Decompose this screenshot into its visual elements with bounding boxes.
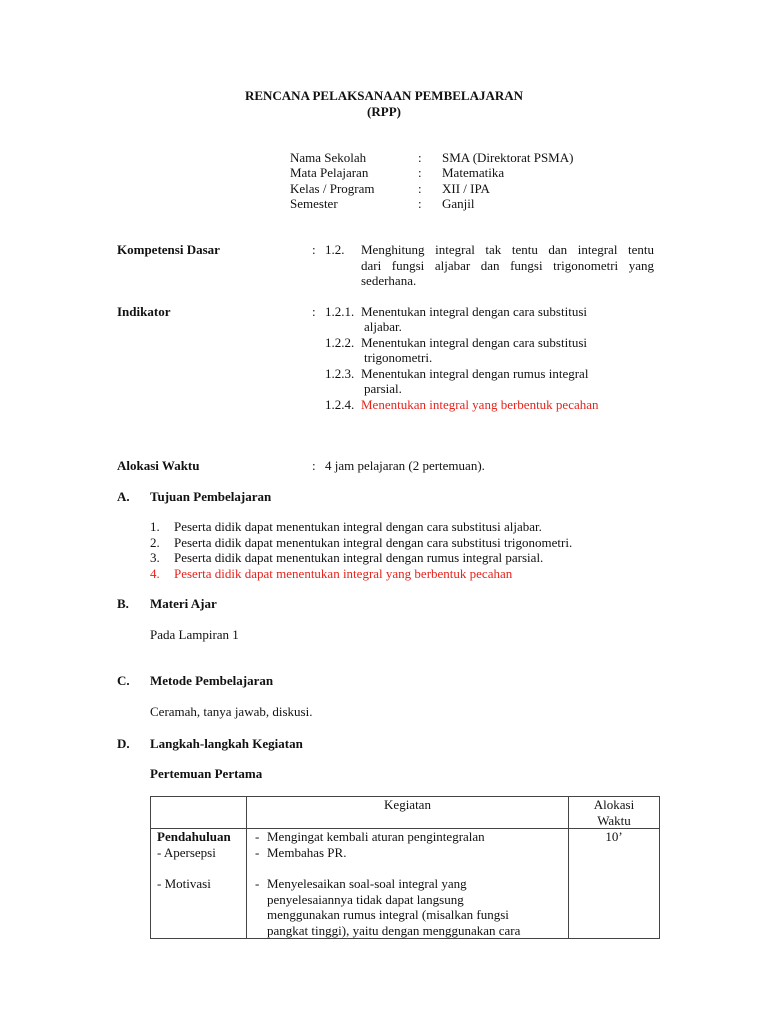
materi-text: Pada Lampiran 1 — [150, 627, 239, 642]
indikator-number: 1.2.1. — [325, 304, 355, 319]
tujuan-text: Peserta didik dapat menentukan integral dengan rumus integral parsial. — [174, 550, 544, 565]
indikator-number: 1.2.2. — [325, 335, 355, 350]
indikator-text-cont: aljabar. — [364, 319, 402, 334]
identity-separator: : — [418, 165, 422, 180]
metode-text: Ceramah, tanya jawab, diskusi. — [150, 704, 313, 719]
alokasi-header: Alokasi — [593, 797, 635, 812]
tujuan-number: 2. — [150, 535, 160, 550]
tujuan-text-highlight: Peserta didik dapat menentukan integral yang berbentuk pecahan — [174, 566, 513, 581]
phase-label: Pendahuluan — [157, 829, 231, 844]
time-value: 10’ — [605, 829, 623, 844]
tujuan-number: 3. — [150, 550, 160, 565]
identity-value: Matematika — [442, 165, 505, 180]
identity-label: Kelas / Program — [290, 181, 375, 196]
table-header-cell — [151, 797, 247, 829]
document-title: RENCANA PELAKSANAAN PEMBELAJARAN — [244, 88, 524, 103]
document-subtitle: (RPP) — [367, 104, 401, 119]
phase-sub-label: - Motivasi — [157, 876, 211, 891]
alokasi-label: Alokasi Waktu — [117, 458, 200, 473]
tujuan-text: Peserta didik dapat menentukan integral dengan cara substitusi aljabar. — [174, 519, 542, 534]
kegiatan-header: Kegiatan — [384, 797, 431, 812]
indikator-text: Menentukan integral dengan cara substitusi — [361, 335, 587, 350]
indikator-separator: : — [312, 304, 316, 319]
table-cell — [151, 829, 247, 939]
list-item: - Mengingat kembali aturan pengintegralan — [255, 829, 485, 844]
list-item: - Menyelesaikan soal-soal integral yang penyelesaiannya tidak dapat langsung menggunakan rumus integral (misalkan fungsi pangkat tinggi), yaitu dengan menggunakan cara — [255, 876, 521, 938]
section-heading: Materi Ajar — [150, 596, 217, 611]
indikator-text: Menentukan integral dengan cara substitusi — [361, 304, 587, 319]
section-heading: Tujuan Pembelajaran — [150, 489, 272, 504]
alokasi-header: Waktu — [597, 812, 631, 828]
indikator-text: Menentukan integral dengan rumus integral — [361, 366, 589, 381]
section-letter: C. — [117, 673, 130, 688]
table-header-row — [151, 797, 660, 829]
identity-label: Semester — [290, 196, 338, 211]
tujuan-number-highlight: 4. — [150, 566, 160, 581]
indikator-label: Indikator — [117, 304, 171, 319]
identity-value: XII / IPA — [442, 181, 490, 196]
table-header-cell — [247, 797, 569, 829]
tujuan-number: 1. — [150, 519, 160, 534]
section-heading: Langkah-langkah Kegiatan — [150, 736, 303, 751]
section-subheading: Pertemuan Pertama — [150, 766, 263, 781]
section-heading: Metode Pembelajaran — [150, 673, 274, 688]
kompetensi-separator: : — [312, 242, 316, 257]
kompetensi-number: 1.2. — [325, 242, 345, 257]
identity-label: Nama Sekolah — [290, 150, 367, 165]
identity-value: SMA (Direktorat PSMA) — [442, 150, 574, 165]
section-letter: A. — [117, 489, 130, 504]
kompetensi-text-line: Menghitung integral tak tentu dan integral tentu — [361, 242, 654, 257]
indikator-number: 1.2.4. — [325, 397, 355, 412]
table-cell — [247, 829, 569, 939]
section-letter: D. — [117, 736, 130, 751]
indikator-text-cont: trigonometri. — [364, 350, 433, 365]
alokasi-value: 4 jam pelajaran (2 pertemuan). — [325, 458, 485, 473]
table-cell — [569, 829, 660, 939]
table-row — [151, 829, 660, 939]
tujuan-text: Peserta didik dapat menentukan integral dengan cara substitusi trigonometri. — [174, 535, 573, 550]
identity-value: Ganjil — [442, 196, 475, 211]
kompetensi-text-line: dari fungsi aljabar dan fungsi trigonometri yang — [361, 258, 654, 273]
identity-label: Mata Pelajaran — [290, 165, 369, 180]
alokasi-separator: : — [312, 458, 316, 473]
kompetensi-text-line: sederhana. — [361, 273, 417, 288]
section-letter: B. — [117, 596, 129, 611]
indikator-text-highlight: Menentukan integral yang berbentuk pecahan — [361, 397, 599, 412]
phase-sub-label: - Apersepsi — [157, 844, 216, 860]
list-item: - Membahas PR. — [255, 844, 347, 860]
identity-separator: : — [418, 181, 422, 196]
kompetensi-label: Kompetensi Dasar — [117, 242, 220, 257]
indikator-number: 1.2.3. — [325, 366, 355, 381]
kegiatan-table — [150, 796, 660, 939]
identity-separator: : — [418, 196, 422, 211]
table-header-cell — [569, 797, 660, 829]
indikator-text-cont: parsial. — [364, 381, 402, 396]
identity-separator: : — [418, 150, 422, 165]
